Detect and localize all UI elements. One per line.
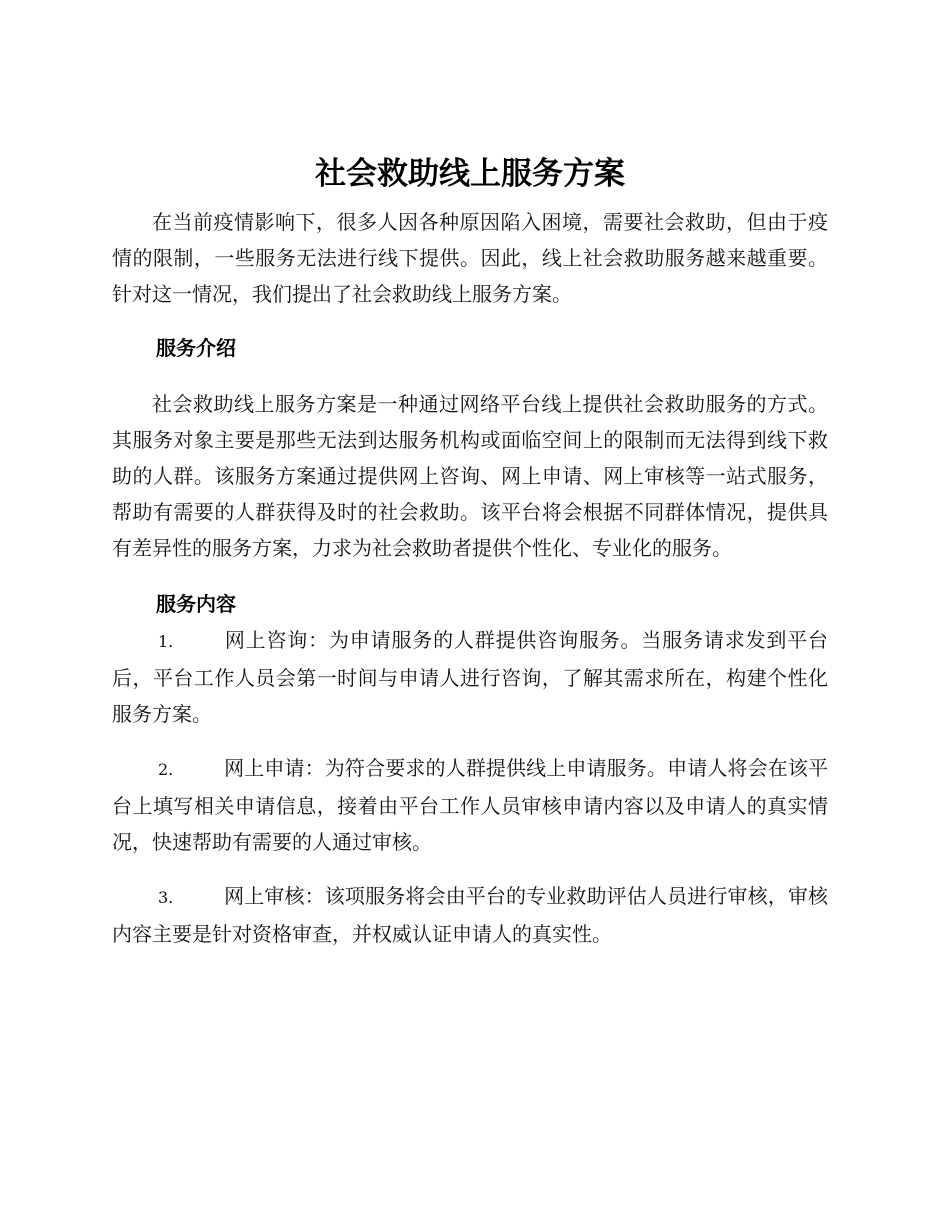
section-heading-service-intro: 服务介绍 (156, 336, 236, 360)
document-title: 社会救助线上服务方案 (315, 156, 625, 192)
list-item-text: 网上咨询：为申请服务的人群提供咨询服务。当服务请求发到平台后，平台工作人员会第一时间与申请人进行咨询，了解其需求所在，构建个性化服务方案。 (112, 628, 828, 726)
list-item (112, 750, 828, 860)
service-intro-paragraph: 社会救助线上服务方案是一种通过网络平台线上提供社会救助服务的方式。其服务对象主要是那些无法到达服务机构或面临空间上的限制而无法得到线下救助的人群。该服务方案通过提供网上咨询、网上申请、网上审核等一站式服务，帮助有需要的人群获得及时的社会救助。该平台将会根据不同群体情况，提供具有差异性的服务方案，力求为社会救助者提供个性化、专业化的服务。 (112, 392, 828, 560)
list-item (112, 878, 828, 952)
list-item-number: 2. (158, 760, 174, 779)
intro-paragraph: 在当前疫情影响下，很多人因各种原因陷入困境，需要社会救助，但由于疫情的限制，一些服务无法进行线下提供。因此，线上社会救助服务越来越重要。针对这一情况，我们提出了社会救助线上服务方案。 (112, 210, 828, 306)
list-item-number: 1. (158, 632, 174, 651)
list-item (112, 622, 828, 732)
list-item-text: 网上审核：该项服务将会由平台的专业救助评估人员进行审核，审核内容主要是针对资格审查，并权威认证申请人的真实性。 (112, 884, 828, 946)
list-item-number: 3. (158, 888, 174, 907)
section-heading-service-content: 服务内容 (156, 592, 236, 616)
service-content-list (112, 622, 828, 952)
list-item-text: 网上申请：为符合要求的人群提供线上申请服务。申请人将会在该平台上填写相关申请信息，接着由平台工作人员审核申请内容以及申请人的真实情况，快速帮助有需要的人通过审核。 (112, 756, 828, 854)
